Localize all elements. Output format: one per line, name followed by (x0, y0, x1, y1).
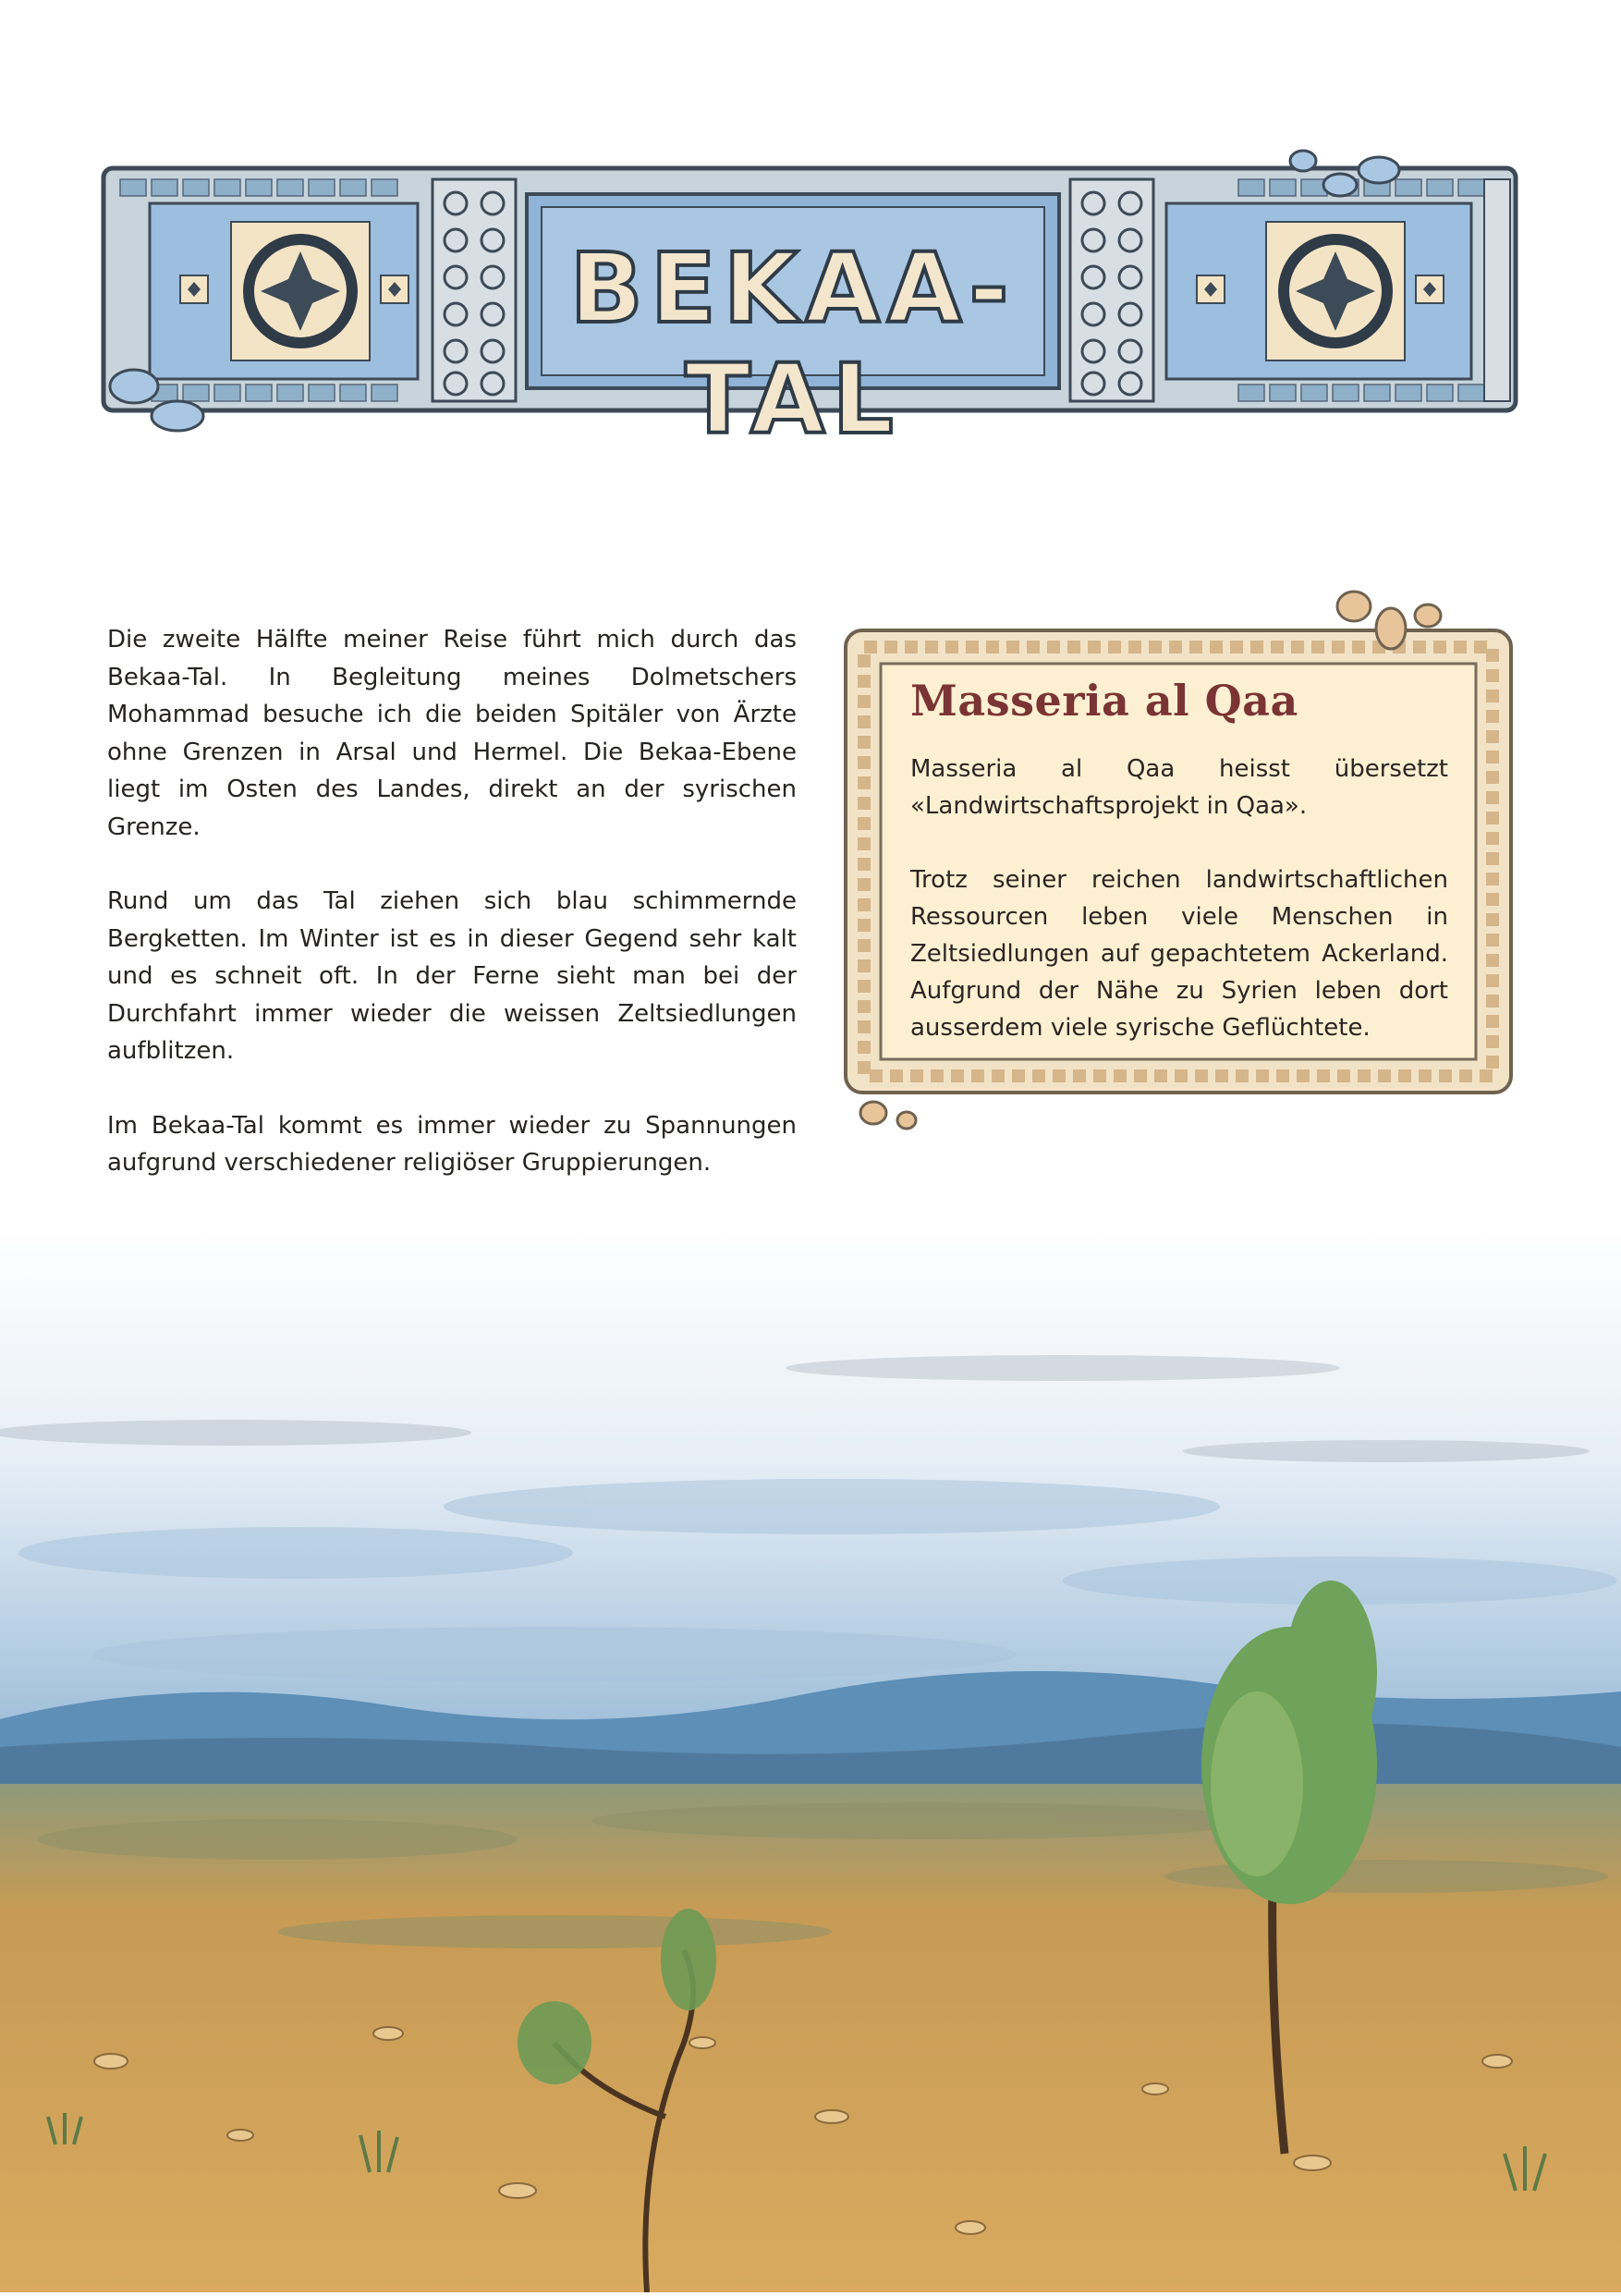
info-box-title: Masseria al Qaa (910, 676, 1298, 726)
info-box-paragraph: Masseria al Qaa heisst übersetzt «Landwirtschaftsprojekt in Qaa». (910, 755, 1448, 820)
paragraph: Im Bekaa-Tal kommt es immer wieder zu Spannungen aufgrund verschiedener religiöser Gruppierungen. (107, 1111, 797, 1177)
banner-title: BEKAA-TAL (569, 232, 1017, 456)
article-body (107, 621, 797, 1219)
valley-landscape-art (0, 1229, 1621, 2292)
paragraph: Die zweite Hälfte meiner Reise führt mich durch das Bekaa-Tal. In Begleitung meines Dolmetschers Mohammad besuche ich die beiden Spitäler von Ärzte ohne Grenzen in Arsal und Hermel. Die Bekaa-Ebene liegt im Osten des Landes, direkt an der syrischen Grenze. (107, 626, 797, 841)
title-banner (92, 148, 1525, 456)
info-box-paragraph: Trotz seiner reichen landwirtschaftlichen Ressourcen leben viele Menschen in Zeltsiedlungen auf gepachtetem Ackerland. Aufgrund der Nähe zu Syrien leben dort ausserdem viele syrische Geflüchtete. (910, 866, 1448, 1042)
paragraph: Rund um das Tal ziehen sich blau schimmernde Bergketten. Im Winter ist es in dieser Gegend sehr kalt und es schneit oft. In der Ferne sieht man bei der Durchfahrt immer wieder die weissen Zeltsiedlungen aufblitzen. (107, 887, 797, 1065)
valley-illustration (0, 1229, 1621, 2292)
info-box (910, 677, 1448, 1083)
